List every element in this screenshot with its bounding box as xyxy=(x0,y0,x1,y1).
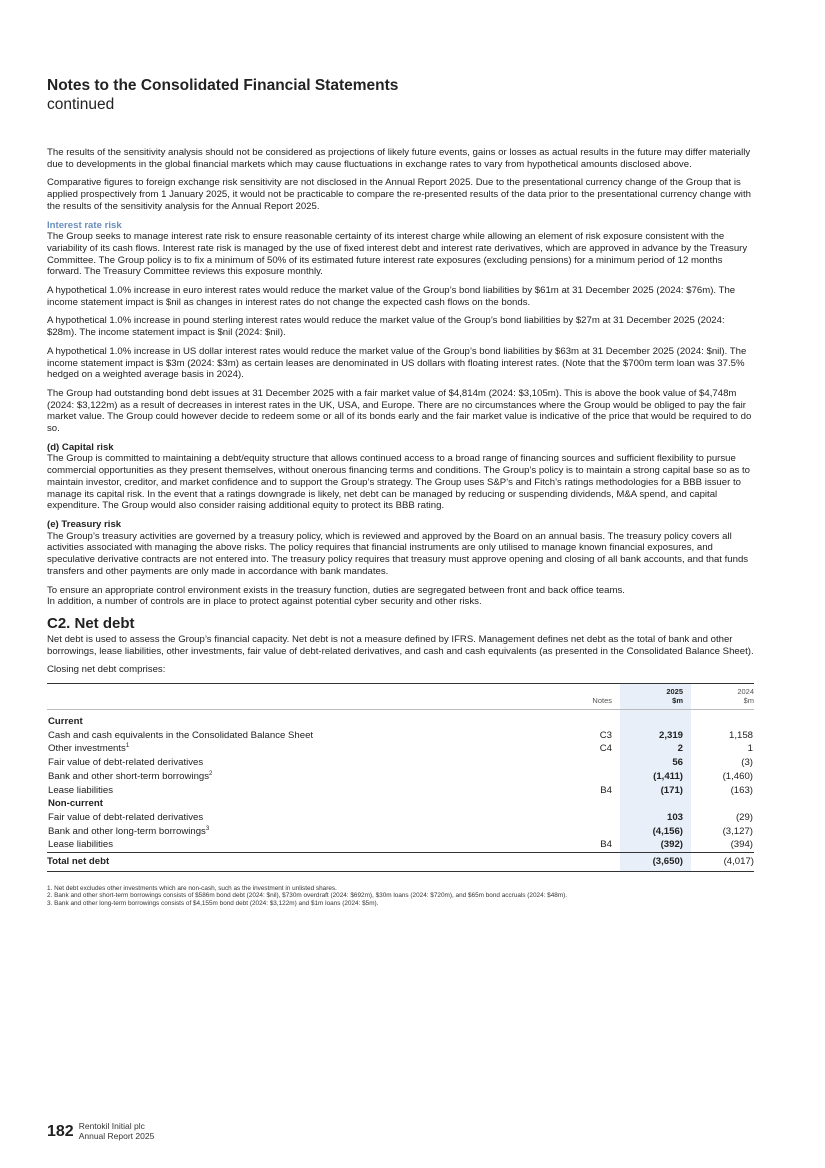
row-label-text: Fair value of debt-related derivatives xyxy=(48,811,204,823)
row-label-text: Cash and cash equivalents in the Consolidated Balance Sheet xyxy=(48,729,314,741)
page-footer xyxy=(47,1121,154,1141)
notes-cell xyxy=(571,811,620,825)
value-2025-cell: (392) xyxy=(620,838,691,852)
row-label xyxy=(47,756,571,770)
header-2024 xyxy=(691,684,754,710)
row-label xyxy=(47,838,571,852)
header-notes: Notes xyxy=(592,696,612,706)
row-label xyxy=(47,825,571,839)
treasury-risk-line-a: To ensure an appropriate control environment exists in the treasury function, duties are segregated between front and back office teams. xyxy=(47,584,625,596)
row-label xyxy=(47,729,571,743)
net-debt-paragraph: Net debt is used to assess the Group’s financial capacity. Net debt is not a measure defined by IFRS. Management defines net debt as the total of bank and other borrowings, lease liabilities, other investments, fair value of debt-related derivatives, and cash and cash equivalents (as presented in the Consolidated Balance Sheet). xyxy=(47,633,754,657)
treasury-risk-paragraph-1: The Group’s treasury activities are governed by a treasury policy, which is reviewed and approved by the Board on an annual basis. The treasury policy covers all activities associated with managing the above risks. The policy requires that financial instruments are only utilised to manage known financial exposures, and speculative derivative contracts are not entered into. The treasury policy requires that treasury must approve opening and closing of all bank accounts, and that funds transfers and other payments are only made in accordance with bank mandates. xyxy=(47,530,749,577)
table-row xyxy=(47,729,754,743)
value-2024-cell xyxy=(691,797,754,811)
page-title: Notes to the Consolidated Financial Statements xyxy=(47,77,399,94)
interest-rate-paragraph-3: A hypothetical 1.0% increase in pound sterling interest rates would reduce the market value of the Group’s bond liabilities by $27m at 31 December 2025 (2024: $28m). The income statement impact is $nil (2024: $nil). xyxy=(47,315,725,339)
value-2024-cell: (3,127) xyxy=(722,825,753,837)
value-2025-cell: 56 xyxy=(620,756,691,770)
value-2024-cell: (29) xyxy=(735,811,753,823)
notes-cell: B4 xyxy=(600,784,612,796)
value-2025-cell xyxy=(620,797,691,811)
table-row xyxy=(47,784,754,798)
treasury-risk-heading: (e) Treasury risk xyxy=(47,518,122,530)
row-label-text: Lease liabilities xyxy=(48,784,114,796)
page-subtitle: continued xyxy=(47,96,115,113)
footnote-ref: 3 xyxy=(205,825,210,832)
interest-rate-paragraph-4: A hypothetical 1.0% increase in US dollar interest rates would reduce the market value of the Group’s bond liabilities by $63m at 31 December 2025 (2024: $nil). The income statement impact is $3m (2024: $3m) as certain leases are denominated in US dollars with floating interest rates. (Note that the $700m term loan was 37.5% hedged on a weighted average basis in 2024). xyxy=(47,345,747,381)
value-2025-cell: (171) xyxy=(620,784,691,798)
table-row xyxy=(47,756,754,770)
value-2025-cell: 103 xyxy=(620,811,691,825)
net-debt-heading: C2. Net debt xyxy=(47,614,135,632)
total-row xyxy=(47,853,754,872)
group-row-current xyxy=(47,710,754,729)
total-2025: (3,650) xyxy=(620,853,691,872)
capital-risk-paragraph: The Group is committed to maintaining a debt/equity structure that allows continued access to a broad range of financing sources and sufficient flexibility to pursue commercial opportunities as they present themselves, without onerous financing terms and conditions. The Group’s policy is to maintain a strong capital base so as to maintain investor, creditor, and market confidence and to support the Group’s strategy. The Group uses S&P’s and Fitch’s ratings methodologies for a BBB issuer to manage its capital risk. In the event that a ratings downgrade is likely, net debt can be managed by reducing or suspending dividends, M&A spend, and capital expenditure. The Group would also consider raising additional equity to protect its BBB rating. xyxy=(47,453,751,512)
header-2025 xyxy=(620,684,691,710)
treasury-risk-line-b: In addition, a number of controls are in place to protect against potential cyber security and other risks. xyxy=(47,596,482,608)
footnote-1: 1. Net debt excludes other investments which are non-cash, such as the investment in unlisted shares. xyxy=(47,884,337,892)
footer-report: Annual Report 2025 xyxy=(78,1131,155,1141)
total-2024: (4,017) xyxy=(691,853,754,872)
footnote-2: 2. Bank and other short-term borrowings consists of $586m bond debt (2024: $nil), $730m overdraft (2024: $692m), $30m loans (2024: $720m), and $65m bond accruals (2024: $48m). xyxy=(47,892,568,900)
table-row xyxy=(47,811,754,825)
table-header-row xyxy=(47,684,754,710)
header-2024-unit: $m xyxy=(743,696,754,706)
group-label: Current xyxy=(47,710,571,729)
value-2025-cell: 2,319 xyxy=(620,729,691,743)
notes-cell xyxy=(571,797,620,811)
interest-rate-paragraph-1: The Group seeks to manage interest rate risk to ensure reasonable certainty of its interest charge while allowing an element of risk exposure consistent with the variability of its cash flows. Interest rate risk is managed by the use of fixed interest debt and interest rate derivatives, which are approved in advance by the Treasury Committee. The Group policy is to fix a minimum of 50% of its estimated future interest rate exposures (excluding pensions) for a minimum period of 12 months forward. The Treasury Committee reviews this exposure monthly. xyxy=(47,231,748,278)
row-label-text: Bank and other short-term borrowings xyxy=(48,770,210,782)
net-debt-table xyxy=(47,683,754,872)
value-2025-cell xyxy=(620,710,691,729)
interest-rate-risk-heading: Interest rate risk xyxy=(47,219,122,231)
value-2024-cell: (394) xyxy=(730,839,753,851)
header-2024-year: 2024 xyxy=(737,687,754,697)
footnote-ref: 1 xyxy=(125,743,130,750)
sensitivity-paragraph: The results of the sensitivity analysis should not be considered as projections of likely future events, gains or losses as actual results in the future may differ materially due to developments in the global financial markets which may cause fluctuations in exchange rates to vary from hypothetical amounts disclosed above. xyxy=(47,147,751,170)
notes-cell xyxy=(571,756,620,770)
header-2025-unit: $m xyxy=(672,696,683,706)
row-label-text: Bank and other long-term borrowings xyxy=(48,825,206,837)
row-label-text: Other investments xyxy=(48,743,126,755)
row-label-text: Fair value of debt-related derivatives xyxy=(48,757,204,769)
notes-cell xyxy=(571,710,620,729)
value-2025-cell: 2 xyxy=(620,742,691,756)
footnote-3: 3. Bank and other long-term borrowings consists of $4,155m bond debt (2024: $3,122m) and $1m loans (2024: $5m). xyxy=(47,899,379,907)
capital-risk-heading: (d) Capital risk xyxy=(47,441,114,453)
value-2025-cell: (4,156) xyxy=(620,825,691,839)
table-row xyxy=(47,838,754,852)
footnote-ref: 2 xyxy=(209,770,213,777)
row-label xyxy=(47,784,571,798)
notes-cell xyxy=(571,825,620,839)
table-row xyxy=(47,770,754,784)
comparative-paragraph: Comparative figures to foreign exchange risk sensitivity are not disclosed in the Annual Report 2025. Due to the presentational currency change of the Group that is applied prospectively from 1 January 2025, it would not be practicable to compare the re-presented results of the data prior to the presentational currency change with the results of the sensitivity analysis for the Annual Report 2025. xyxy=(47,177,751,212)
footer-text xyxy=(79,1121,155,1141)
row-label xyxy=(47,770,571,784)
row-label xyxy=(47,811,571,825)
value-2024-cell: (1,460) xyxy=(722,770,753,782)
value-2024-cell: (3) xyxy=(741,757,753,769)
interest-rate-paragraph-2: A hypothetical 1.0% increase in euro interest rates would reduce the market value of the Group’s bond liabilities by $61m at 31 December 2025 (2024: $76m). The income statement impact is $nil as changes in interest rates do not change the expected cash flows on the bonds. xyxy=(47,285,736,308)
row-label-text: Lease liabilities xyxy=(48,839,114,851)
closing-net-debt-intro: Closing net debt comprises: xyxy=(47,664,166,676)
value-2024-cell: 1 xyxy=(747,743,753,755)
page-content xyxy=(47,76,754,908)
header-description xyxy=(47,684,571,710)
value-2024-cell: 1,158 xyxy=(728,729,753,741)
value-2025-cell: (1,411) xyxy=(620,770,691,784)
notes-cell xyxy=(571,770,620,784)
footer-company: Rentokil Initial plc xyxy=(78,1121,145,1131)
interest-rate-paragraph-5: The Group had outstanding bond debt issues at 31 December 2025 with a fair market value of $4,814m (2024: $3,105m). This is above the book value of $4,748m (2024: $3,122m) as a result of decreases in interest rates in the UK, USA, and Europe. There are no circumstances where the Group would be obliged to pay the fair market value. The Group could however decide to redeem some or all of its bonds early and the fair market value is indicative of the price that would be required to do so. xyxy=(47,387,752,435)
group-label: Non-current xyxy=(48,798,103,810)
total-label: Total net debt xyxy=(47,853,571,872)
notes-cell xyxy=(571,853,620,872)
notes-cell: B4 xyxy=(600,839,612,851)
footnotes xyxy=(47,885,754,908)
notes-cell: C3 xyxy=(599,729,612,741)
group-row-noncurrent xyxy=(47,797,754,811)
page-number: 182 xyxy=(47,1123,74,1140)
row-label xyxy=(47,742,571,756)
net-debt-table-wrap xyxy=(47,683,754,872)
header-2025-year: 2025 xyxy=(666,687,683,697)
table-row xyxy=(47,825,754,839)
table-row xyxy=(47,742,754,756)
notes-cell: C4 xyxy=(599,743,612,755)
value-2024-cell xyxy=(691,710,754,729)
treasury-risk-paragraph-2 xyxy=(47,585,754,608)
value-2024-cell: (163) xyxy=(730,784,753,796)
